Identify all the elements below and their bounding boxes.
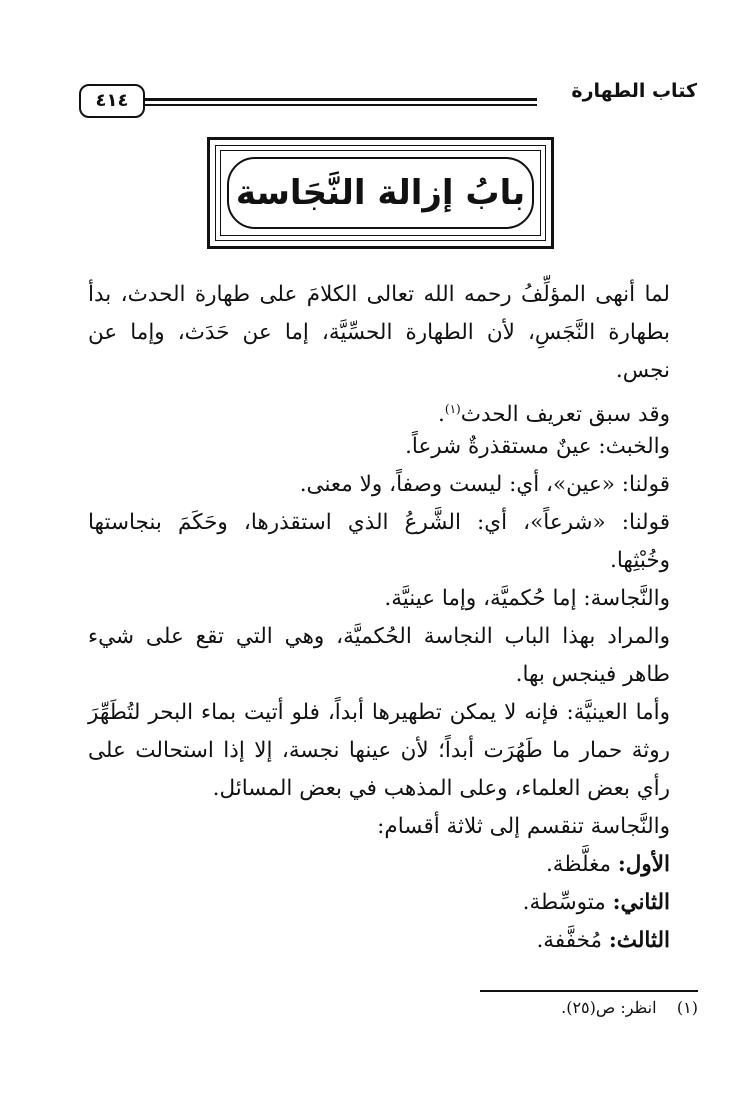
- division-second-label: الثاني:: [612, 890, 670, 915]
- paragraph-ayn: قولنا: «عين»، أي: ليست وصفاً، ولا معنى.: [299, 472, 670, 497]
- chapter-title-frame: [207, 137, 554, 249]
- division-second-value: متوسِّطة.: [522, 890, 606, 915]
- footnote-number: (١): [676, 998, 698, 1017]
- division-third: [88, 922, 698, 960]
- division-first-label: الأول:: [617, 852, 670, 877]
- paragraph-sharan: قولنا: «شرعاً»، أي: الشَّرعُ الذي استقذرها، وحَكَمَ بنجاستها وخُبْثِها.: [88, 510, 670, 573]
- page-header: [87, 78, 697, 122]
- header-rule: [136, 98, 537, 101]
- chapter-title-box: [227, 157, 534, 229]
- book-title: كتاب الطهارة: [571, 80, 697, 102]
- division-second: [88, 884, 698, 922]
- division-first-value: مغلَّظة.: [545, 852, 611, 877]
- paragraph-divisions-intro: والنَّجاسة تنقسم إلى ثلاثة أقسام:: [377, 814, 670, 839]
- paragraph-najasa-types: والنَّجاسة: إما حُكميَّة، وإما عينيَّة.: [384, 586, 670, 611]
- paragraph-hadath-definition: وقد سبق تعريف الحدث$^{(١)}$.: [438, 402, 670, 428]
- paragraph-hukmiyya: والمراد بهذا الباب النجاسة الحُكميَّة، وهي التي تقع على شيء طاهر فينجس بها.: [88, 624, 670, 687]
- footnote-rule: [480, 990, 698, 992]
- paragraph-intro: لما أنهى المؤلِّفُ رحمه الله تعالى الكلامَ على طهارة الحدث، بدأ بطهارة النَّجَسِ، لأن الطهارة الحسِّيَّة، إما عن حَدَث، وإما عن نجس.: [88, 282, 670, 383]
- page-number: ٤١٤: [79, 84, 145, 118]
- paragraph-hadath-text: وقد سبق تعريف الحدث: [460, 402, 670, 428]
- chapter-title: بابُ إزالة النَّجَاسة: [235, 173, 526, 213]
- footnote-text: انظر: ص(٢٥).: [561, 998, 657, 1017]
- division-third-label: الثالث:: [608, 928, 670, 953]
- footnote-marker: (١): [444, 402, 461, 416]
- footnote: [561, 998, 698, 1017]
- header-rule-thin: [136, 104, 537, 106]
- division-first: [88, 846, 698, 884]
- paragraph-khabath: والخبث: عينٌ مستقذرةٌ شرعاً.: [405, 434, 670, 459]
- division-third-value: مُخفَّفة.: [536, 928, 602, 953]
- paragraph-ayniyya: وأما العينيَّة: فإنه لا يمكن تطهيرها أبداً، فلو أتيت بماء البحر لتُطَهِّرَ روثة حمار ما طَهُرَت أبداً؛ لأن عينها نجسة، إلا إذا استحالت على رأي بعض العلماء، وعلى المذهب في بعض المسائل.: [88, 700, 670, 801]
